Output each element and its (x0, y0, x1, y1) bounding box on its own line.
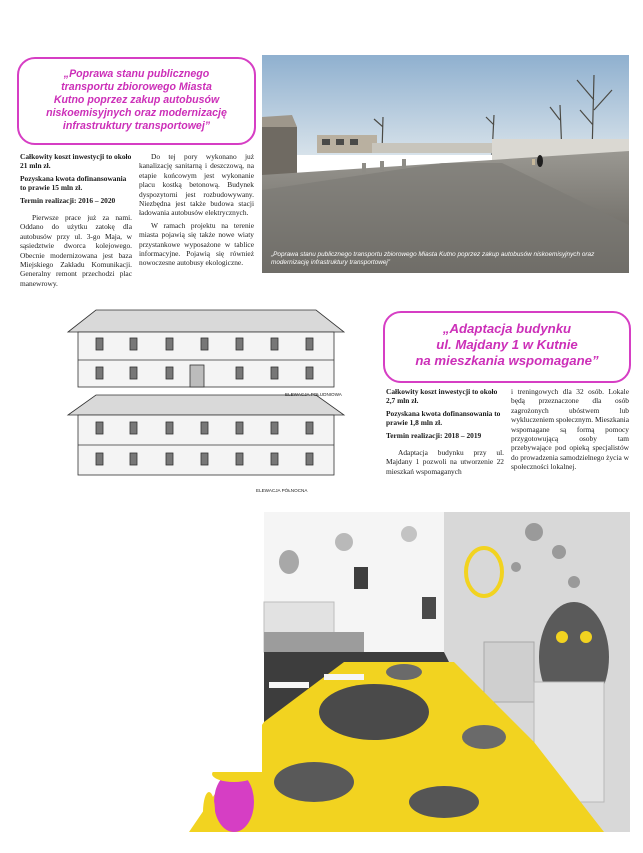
fact-timeline: Termin realizacji: 2016 – 2020 (20, 195, 116, 205)
elevation-drawing-illustration (66, 305, 356, 500)
nursery-interior-render (14, 512, 630, 832)
fact-cost: Całkowity koszt inwestycji to około 21 mln zł. (20, 152, 132, 171)
article1-body-left: Pierwsze prace już za nami. Oddano do użytku zatokę dla autobusów przy ul. 3-go Maja, w sąsiedztwie dworca kolejowego. Obecnie modernizowana jest baza Miejskiego Zakładu Komunikacji. Generalny remont przechodzi plac manewrowy. (20, 212, 132, 288)
title-line: na mieszkania wspomagane” (415, 353, 599, 369)
title-line: Kutno poprzez zakup autobusów (53, 93, 220, 106)
fact-cost: Całkowity koszt inwestycji to około 2,7 mln zł. (386, 387, 498, 406)
nursery-render-illustration (14, 512, 630, 832)
title-line: infrastruktury transportowej” (62, 119, 211, 132)
fact-funding: Pozyskana kwota dofinansowania to prawie 1,8 mln zł. (386, 408, 501, 428)
article2-body-left: Adaptacja budynku przy ul. Majdany 1 pozwoli na utworzenie 22 mieszkań wspomaganych (386, 447, 504, 476)
article1-body-right-1: Do tej pory wykonano już kanalizację sanitarną i deszczową, na etapie końcowym jest wykonanie placu kostką betonową. Budynek dyspozytorni jest rozbudowywany. Niezbędna jest także budowa stacji ładowania autobusów elektrycznych. (139, 152, 254, 218)
article1-body-right-2: W ramach projektu na terenie miasta pojawią się także nowe wiaty przystankowe wyposażone w tablice informacyjne. Pojawią się również nowoczesne autobusy ekologiczne. (139, 220, 254, 268)
elevation-south-label: ELEWACJA POŁUDNIOWA (285, 392, 342, 397)
title-line: „Adaptacja budynku (442, 321, 572, 336)
fact-funding: Pozyskana kwota dofinansowania to prawie 15 mln zł. (20, 173, 127, 193)
title-line: transportu zbiorowego Miasta (61, 80, 212, 93)
title-line: niskoemisyjnych oraz modernizację (46, 106, 227, 119)
article2-col-right (511, 387, 629, 475)
elevation-north-label: ELEWACJA PÓŁNOCNA (256, 488, 308, 493)
article1-col-right (139, 152, 254, 271)
article1-title (20, 68, 253, 133)
title-line: ul. Majdany 1 w Kutnie (436, 337, 578, 353)
article1-col-left (20, 152, 132, 291)
article2-col-left (386, 387, 504, 479)
title-line: „Poprawa stanu publicznego (63, 68, 210, 80)
article2-title (386, 321, 628, 369)
bus-depot-photo (262, 55, 629, 273)
article2-body-right: i treningowych dla 32 osób. Lokale będą przeznaczone dla osób zagrożonych ubóstwem lub wykluczeniem społecznym. Mieszkania wspomagane są formą pomocy przygotowującą osoby tam przebywające pod opieką specjalistów do prowadzenia samodzielnego życia w społeczności lokalnej. (511, 387, 630, 472)
building-elevation-drawing (66, 305, 356, 500)
bus-depot-illustration (262, 55, 629, 273)
fact-timeline: Termin realizacji: 2018 – 2019 (386, 430, 482, 440)
photo-caption: „Poprawa stanu publicznego transportu zbiorowego Miasta Kutno poprzez zakup autobusów niskoemisyjnych oraz modernizację infrastruktury transportowej” (271, 251, 595, 267)
